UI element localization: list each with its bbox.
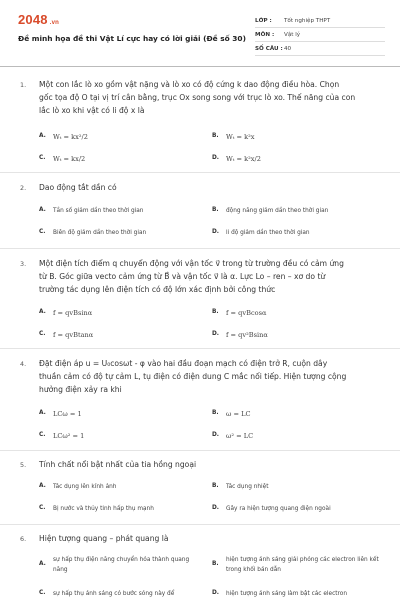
question-line: Tính chất nổi bật nhất của tia hồng ngoại (39, 460, 197, 469)
option-label: B. (212, 309, 219, 315)
question-number: 6. (20, 535, 27, 543)
question-line: Hiện tượng quang – phát quang là (39, 534, 169, 543)
option-c[interactable] (39, 505, 154, 515)
question-number: 5. (20, 461, 27, 469)
question-number: 3. (20, 260, 27, 268)
option-text: LCω = 1 (53, 410, 82, 418)
option-label: D. (212, 505, 220, 511)
question-line: hưởng điện xảy ra khi (39, 385, 122, 394)
question-text (39, 78, 387, 117)
question-text (39, 257, 387, 296)
option-text: Wₜ = kx²/2 (53, 133, 88, 141)
option-d[interactable] (212, 505, 331, 515)
option-label: C. (39, 505, 46, 511)
option-b[interactable] (212, 207, 328, 217)
option-label: C. (39, 590, 46, 596)
logo-suffix: .vn (49, 20, 60, 26)
option-text: Gây ra hiện tượng quang điện ngoài (226, 506, 331, 512)
option-text: Biên độ giảm dần theo thời gian (53, 230, 147, 236)
question-line: thuần cảm có độ tự cảm L, tụ điện có điện dung C mắc nối tiếp. Hiện tượng cộng (39, 372, 347, 381)
option-d[interactable] (212, 155, 261, 165)
meta-value: Tốt nghiệp THPT (284, 17, 331, 24)
question-divider (0, 524, 400, 525)
option-label: B. (212, 410, 219, 416)
option-label: A. (39, 133, 46, 139)
option-text: Tác dụng nhiệt (226, 484, 269, 490)
option-text: f = qvBcosα (226, 309, 267, 317)
option-b[interactable] (212, 133, 254, 143)
question-divider (0, 348, 400, 349)
option-c[interactable] (39, 590, 214, 600)
question-line: Đặt điện áp u = U₀cosωt - φ vào hai đầu đoạn mạch có điện trở R, cuộn dây (39, 359, 328, 368)
document-title: Đề minh họa đề thi Vật Lí cực hay có lời giải (Đề số 30) (18, 34, 246, 43)
question-line: gốc tọa độ O tại vị trí cân bằng, trục Ox song song với trục lò xo. Thế năng của con (39, 93, 356, 102)
option-text: hiện tượng ánh sáng giải phóng các electron liên kết trong khối bán dẫn (226, 557, 379, 573)
question-line: Dao động tắt dần có (39, 183, 117, 192)
meta-key: MÔN : (255, 31, 275, 38)
option-text: f = qvBsinα (53, 309, 93, 317)
question-number: 2. (20, 184, 27, 192)
meta-value: 40 (284, 45, 292, 52)
question-number: 1. (20, 81, 27, 89)
question-text (39, 181, 387, 194)
option-text: f = qv²Bsinα (226, 331, 268, 339)
option-text: LCω² = 1 (53, 432, 85, 440)
option-a[interactable] (39, 207, 143, 217)
option-text: sự hấp thụ ánh sáng có bước sóng này để (53, 591, 175, 597)
option-text: động năng giảm dần theo thời gian (226, 208, 329, 214)
option-label: A. (39, 410, 46, 416)
option-label: C. (39, 155, 46, 161)
option-label: D. (212, 590, 220, 596)
question-text (39, 532, 387, 545)
option-text: Wₜ = k²x (226, 133, 255, 141)
option-a[interactable] (39, 410, 82, 420)
option-label: D. (212, 331, 220, 337)
option-label: A. (39, 309, 46, 315)
question-number: 4. (20, 360, 27, 368)
meta-value: Vật lý (284, 31, 301, 38)
option-a[interactable] (39, 309, 92, 319)
question-divider (0, 172, 400, 173)
question-line: lắc lò xo khi vật có li độ x là (39, 106, 145, 115)
option-text: li độ giảm dần theo thời gian (226, 230, 310, 236)
question-divider (0, 450, 400, 451)
question-divider (0, 248, 400, 249)
option-a[interactable] (39, 483, 116, 493)
option-c[interactable] (39, 155, 85, 165)
option-label: B. (212, 483, 219, 489)
question-line: trường tác dụng lên điện tích có độ lớn xác định bởi công thức (39, 285, 276, 294)
option-label: A. (39, 561, 46, 567)
question-line: Một con lắc lò xo gồm vật nặng và lò xo có độ cứng k dao động điều hòa. Chọn (39, 80, 340, 89)
question-line: Một điện tích điểm q chuyển động với vận tốc v⃗ trong từ trường đều có cảm ứng (39, 259, 344, 268)
option-text: Tần số giảm dần theo thời gian (53, 208, 144, 214)
question-text (39, 458, 387, 471)
option-label: A. (39, 483, 46, 489)
option-d[interactable] (212, 229, 310, 239)
option-label: D. (212, 229, 220, 235)
option-text: ω = LC (226, 410, 251, 418)
option-label: D. (212, 432, 220, 438)
logo-text: 2048 (18, 12, 48, 27)
option-a[interactable] (39, 133, 88, 143)
option-a[interactable] (39, 556, 199, 575)
option-b[interactable] (212, 410, 251, 420)
option-text: Wₜ = k²x/2 (226, 155, 261, 163)
meta-key: SỐ CÂU : (255, 45, 283, 52)
meta-key: LỚP : (255, 17, 272, 24)
option-text: Wₜ = kx/2 (53, 155, 86, 163)
option-c[interactable] (39, 432, 84, 442)
option-label: B. (212, 207, 219, 213)
option-b[interactable] (212, 483, 269, 493)
option-label: C. (39, 331, 46, 337)
option-text: sự hấp thụ điện năng chuyển hóa thành quang năng (53, 557, 190, 573)
option-label: C. (39, 229, 46, 235)
option-d[interactable] (212, 590, 387, 600)
option-c[interactable] (39, 331, 93, 341)
option-text: Tác dụng lên kính ảnh (53, 484, 117, 490)
option-text: f = qvBtanα (53, 331, 94, 339)
option-b[interactable] (212, 556, 382, 575)
option-b[interactable] (212, 309, 266, 319)
option-text: ω² = LC (226, 432, 254, 440)
option-d[interactable] (212, 331, 268, 341)
option-text: Bị nước và thủy tinh hấp thụ mạnh (53, 506, 154, 512)
option-c[interactable] (39, 229, 146, 239)
option-label: D. (212, 155, 220, 161)
option-label: A. (39, 207, 46, 213)
question-text (39, 357, 387, 396)
option-text: hiện tượng ánh sáng làm bật các electron (226, 591, 348, 597)
option-label: B. (212, 133, 219, 139)
option-label: C. (39, 432, 46, 438)
option-d[interactable] (212, 432, 253, 442)
question-line: từ B. Góc giữa vecto cảm ứng từ B⃗ và vận tốc v⃗ là α. Lực Lo – ren – xơ do từ (39, 272, 326, 281)
option-label: B. (212, 561, 219, 567)
